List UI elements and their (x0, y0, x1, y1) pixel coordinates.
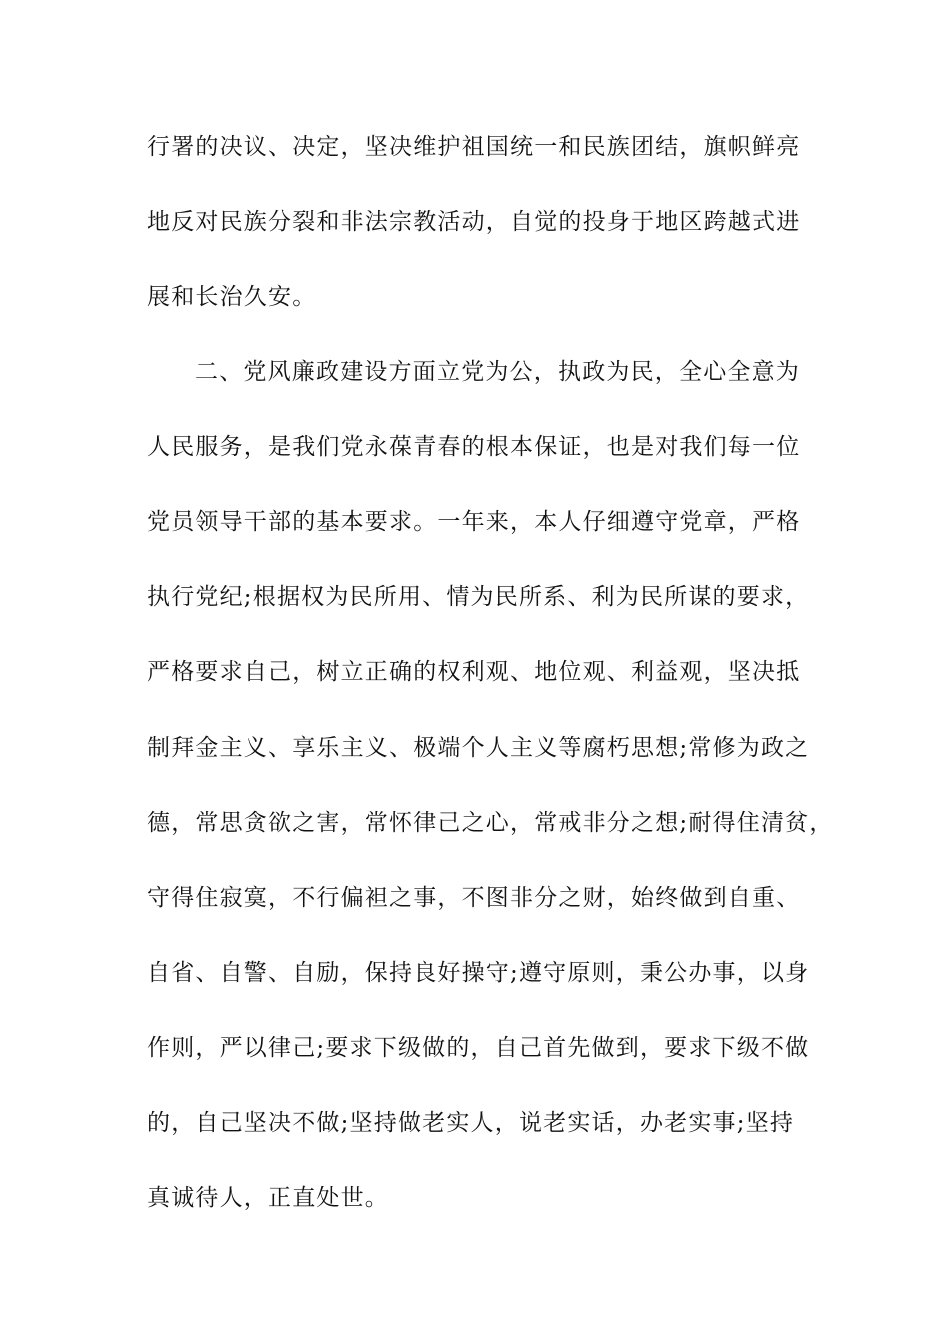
text-line: 德，常思贪欲之害，常怀律己之心，常戒非分之想;耐得住清贫， (147, 810, 834, 836)
paragraph-start-line: 二、党风廉政建设方面立党为公，执政为民，全心全意为 (195, 359, 800, 385)
text-line: 党员领导干部的基本要求。一年来，本人仔细遵守党章，严格 (147, 509, 801, 535)
text-line: 地反对民族分裂和非法宗教活动，自觉的投身于地区跨越式进 (147, 209, 801, 235)
text-line: 人民服务，是我们党永葆青春的根本保证，也是对我们每一位 (147, 434, 801, 460)
text-line: 执行党纪;根据权为民所用、情为民所系、利为民所谋的要求， (147, 584, 810, 610)
text-line: 严格要求自己，树立正确的权利观、地位观、利益观，坚决抵 (147, 659, 801, 685)
text-line: 守得住寂寞，不行偏袒之事，不图非分之财，始终做到自重、 (147, 885, 801, 911)
text-line: 展和长治久安。 (147, 284, 317, 310)
text-line: 真诚待人，正直处世。 (147, 1185, 389, 1211)
text-line: 行署的决议、决定，坚决维护祖国统一和民族团结，旗帜鲜亮 (147, 134, 801, 160)
text-line: 制拜金主义、享乐主义、极端个人主义等腐朽思想;常修为政之 (147, 735, 810, 761)
text-line: 自省、自警、自励，保持良好操守;遵守原则，秉公办事，以身 (147, 960, 810, 986)
text-line: 的，自己坚决不做;坚持做老实人，说老实话，办老实事;坚持 (147, 1110, 795, 1136)
text-line: 作则，严以律己;要求下级做的，自己首先做到，要求下级不做 (147, 1035, 810, 1061)
